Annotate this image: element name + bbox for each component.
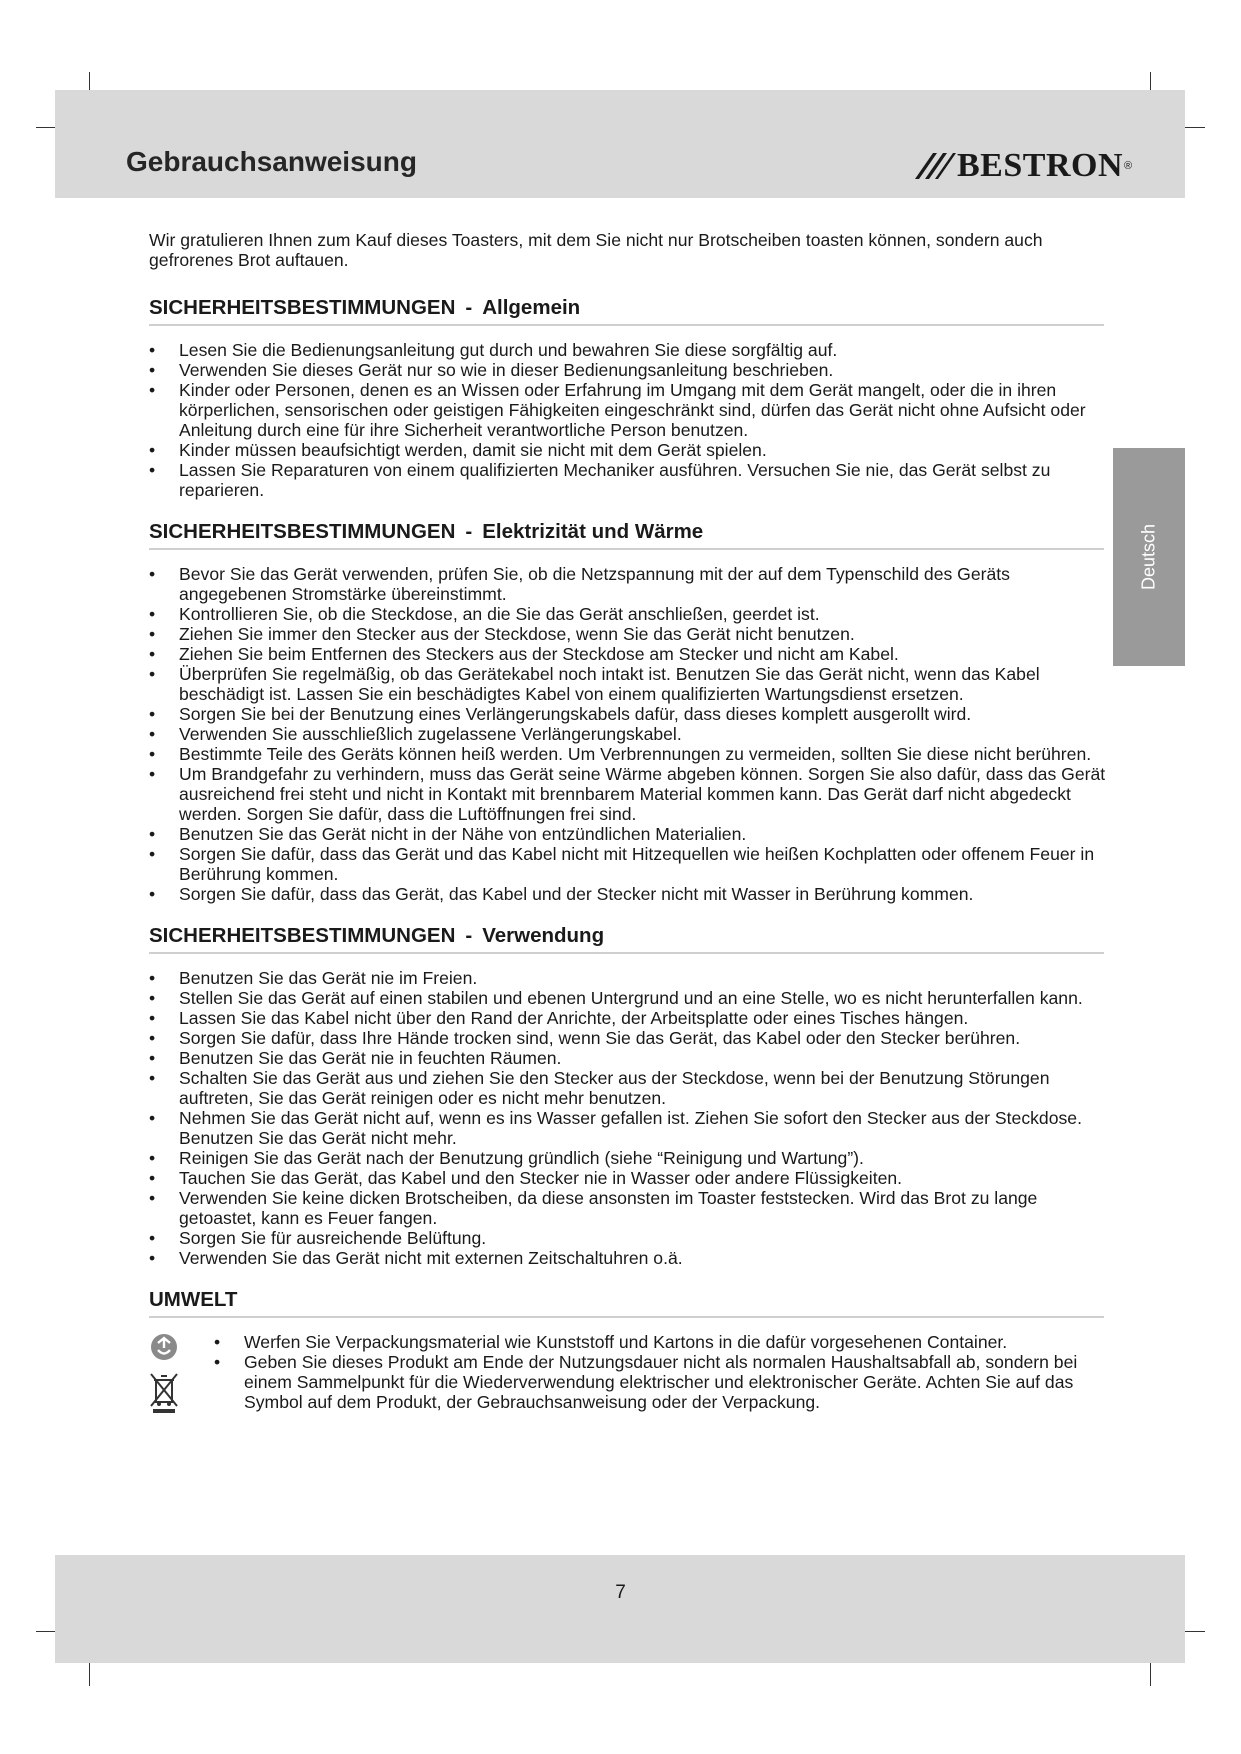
list-environment	[214, 1332, 1109, 1412]
list-item: • Geben Sie dieses Produkt am Ende der Nutzungsdauer nicht als normalen Haushaltsabfall ab, sondern bei einem Sammelpunkt für die Wiederverwendung elektrischer und elektronischer Geräte. Achten Sie auf das Symbol auf dem Produkt, der Gebrauchsanweisung oder der Verpackung.	[214, 1352, 1109, 1412]
list-item: • Bestimmte Teile des Geräts können heiß werden. Um Verbrennungen zu vermeiden, sollten Sie diese nicht berühren.	[149, 744, 1109, 764]
language-tab-label: Deutsch	[1138, 523, 1159, 591]
list-item: • Verwenden Sie keine dicken Brotscheiben, da diese ansonsten im Toaster feststecken. Wird das Brot zu lange getoastet, kann es Feuer fangen.	[149, 1188, 1109, 1228]
list-item: • Schalten Sie das Gerät aus und ziehen Sie den Stecker aus der Steckdose, wenn bei der Benutzung Störungen auftreten, Sie das Gerät reinigen oder es nicht mehr benutzen.	[149, 1068, 1109, 1108]
brand-registered-mark: ®	[1124, 160, 1133, 172]
section-heading-environment: UMWELT	[149, 1288, 1104, 1318]
section-title: SICHERHEITSBESTIMMUNGEN	[149, 296, 456, 319]
list-general	[149, 340, 1109, 500]
section-subtitle: Allgemein	[482, 296, 581, 319]
list-item: • Überprüfen Sie regelmäßig, ob das Gerätekabel noch intakt ist. Benutzen Sie das Gerät nicht, wenn das Kabel beschädigt ist. Lassen Sie ein beschädigtes Kabel von einem qualifizierten Wartungsdienst ersetzen.	[149, 664, 1109, 704]
section-title: SICHERHEITSBESTIMMUNGEN	[149, 520, 456, 543]
language-tab	[1113, 448, 1185, 666]
list-electricity	[149, 564, 1109, 904]
list-item: • Verwenden Sie das Gerät nicht mit externen Zeitschaltuhren o.ä.	[149, 1248, 1109, 1268]
list-item: • Verwenden Sie ausschließlich zugelassene Verlängerungskabel.	[149, 724, 1109, 744]
list-item: • Sorgen Sie bei der Benutzung eines Verlängerungskabels dafür, dass dieses komplett ausgerollt wird.	[149, 704, 1109, 724]
list-item: • Kinder oder Personen, denen es an Wissen oder Erfahrung im Umgang mit dem Gerät mangelt, oder die in ihren körperlichen, sensorischen oder geistigen Fähigkeiten eingeschränkt sind, dürfen das Gerät nicht ohne Aufsicht oder Anleitung durch eine für ihre Sicherheit verantwortliche Person benutzen.	[149, 380, 1109, 440]
section-title: SICHERHEITSBESTIMMUNGEN	[149, 924, 456, 947]
list-item: • Sorgen Sie dafür, dass Ihre Hände trocken sind, wenn Sie das Gerät, das Kabel oder den Stecker berühren.	[149, 1028, 1109, 1048]
page-title: Gebrauchsanweisung	[126, 146, 417, 177]
list-item: • Reinigen Sie das Gerät nach der Benutzung gründlich (siehe “Reinigung und Wartung”).	[149, 1148, 1109, 1168]
recycle-icon	[149, 1332, 183, 1362]
section-heading-electricity	[149, 520, 1104, 550]
section-heading-usage	[149, 924, 1104, 954]
list-item: • Benutzen Sie das Gerät nie im Freien.	[149, 968, 1109, 988]
page-number: 7	[615, 1582, 626, 1603]
list-item: • Benutzen Sie das Gerät nicht in der Nähe von entzündlichen Materialien.	[149, 824, 1109, 844]
section-heading-general	[149, 296, 1104, 326]
list-item: • Verwenden Sie dieses Gerät nur so wie in dieser Bedienungsanleitung beschrieben.	[149, 360, 1109, 380]
list-item: • Stellen Sie das Gerät auf einen stabilen und ebenen Untergrund und an eine Stelle, wo es nicht herunterfallen kann.	[149, 988, 1109, 1008]
list-item: • Sorgen Sie dafür, dass das Gerät und das Kabel nicht mit Hitzequellen wie heißen Kochplatten oder offenem Feuer in Berührung kommen.	[149, 844, 1109, 884]
section-subtitle: Verwendung	[482, 924, 605, 947]
list-item: • Ziehen Sie immer den Stecker aus der Steckdose, wenn Sie das Gerät nicht benutzen.	[149, 624, 1109, 644]
list-item: • Ziehen Sie beim Entfernen des Steckers aus der Steckdose am Stecker und nicht am Kabel.	[149, 644, 1109, 664]
list-item: • Lassen Sie Reparaturen von einem qualifizierten Mechaniker ausführen. Versuchen Sie nie, das Gerät selbst zu reparieren.	[149, 460, 1109, 500]
list-item: • Nehmen Sie das Gerät nicht auf, wenn es ins Wasser gefallen ist. Ziehen Sie sofort den Stecker aus der Steckdose. Benutzen Sie das Gerät nicht mehr.	[149, 1108, 1109, 1148]
list-item: • Bevor Sie das Gerät verwenden, prüfen Sie, ob die Netzspannung mit der auf dem Typenschild des Geräts angegebenen Stromstärke übereinstimmt.	[149, 564, 1109, 604]
list-item: • Sorgen Sie für ausreichende Belüftung.	[149, 1228, 1109, 1248]
list-item: • Kontrollieren Sie, ob die Steckdose, an die Sie das Gerät anschließen, geerdet ist.	[149, 604, 1109, 624]
list-item: • Lassen Sie das Kabel nicht über den Rand der Anrichte, der Arbeitsplatte oder eines Tisches hängen.	[149, 1008, 1109, 1028]
list-item: • Lesen Sie die Bedienungsanleitung gut durch und bewahren Sie diese sorgfältig auf.	[149, 340, 1109, 360]
brand-name: BESTRON	[957, 147, 1123, 184]
brand-logo	[913, 146, 1132, 186]
list-item: • Werfen Sie Verpackungsmaterial wie Kunststoff und Kartons in die dafür vorgesehenen Container.	[214, 1332, 1109, 1352]
section-separator: -	[465, 296, 473, 319]
list-item: • Um Brandgefahr zu verhindern, muss das Gerät seine Wärme abgeben können. Sorgen Sie also dafür, dass das Gerät ausreichend frei steht und nicht in Kontakt mit brennbarem Material kommen kann. Das Gerät darf nicht abgedeckt werden. Sorgen Sie dafür, dass die Luftöffnungen frei sind.	[149, 764, 1109, 824]
list-usage	[149, 968, 1109, 1268]
section-separator: -	[465, 924, 473, 947]
brand-chevrons-icon	[913, 149, 957, 183]
page-content	[149, 230, 1109, 1412]
weee-bin-icon	[149, 1372, 179, 1414]
list-item: • Tauchen Sie das Gerät, das Kabel und den Stecker nie in Wasser oder andere Flüssigkeiten.	[149, 1168, 1109, 1188]
list-item: • Sorgen Sie dafür, dass das Gerät, das Kabel und der Stecker nicht mit Wasser in Berührung kommen.	[149, 884, 1109, 904]
footer-band	[55, 1555, 1185, 1663]
list-item: • Kinder müssen beaufsichtigt werden, damit sie nicht mit dem Gerät spielen.	[149, 440, 1109, 460]
environment-block	[149, 1332, 1109, 1412]
section-separator: -	[465, 520, 473, 543]
list-item: • Benutzen Sie das Gerät nie in feuchten Räumen.	[149, 1048, 1109, 1068]
environment-icons	[149, 1332, 185, 1422]
section-subtitle: Elektrizität und Wärme	[482, 520, 704, 543]
intro-text: Wir gratulieren Ihnen zum Kauf dieses Toasters, mit dem Sie nicht nur Brotscheiben toasten können, sondern auch gefrorenes Brot auftauen.	[149, 230, 1043, 270]
